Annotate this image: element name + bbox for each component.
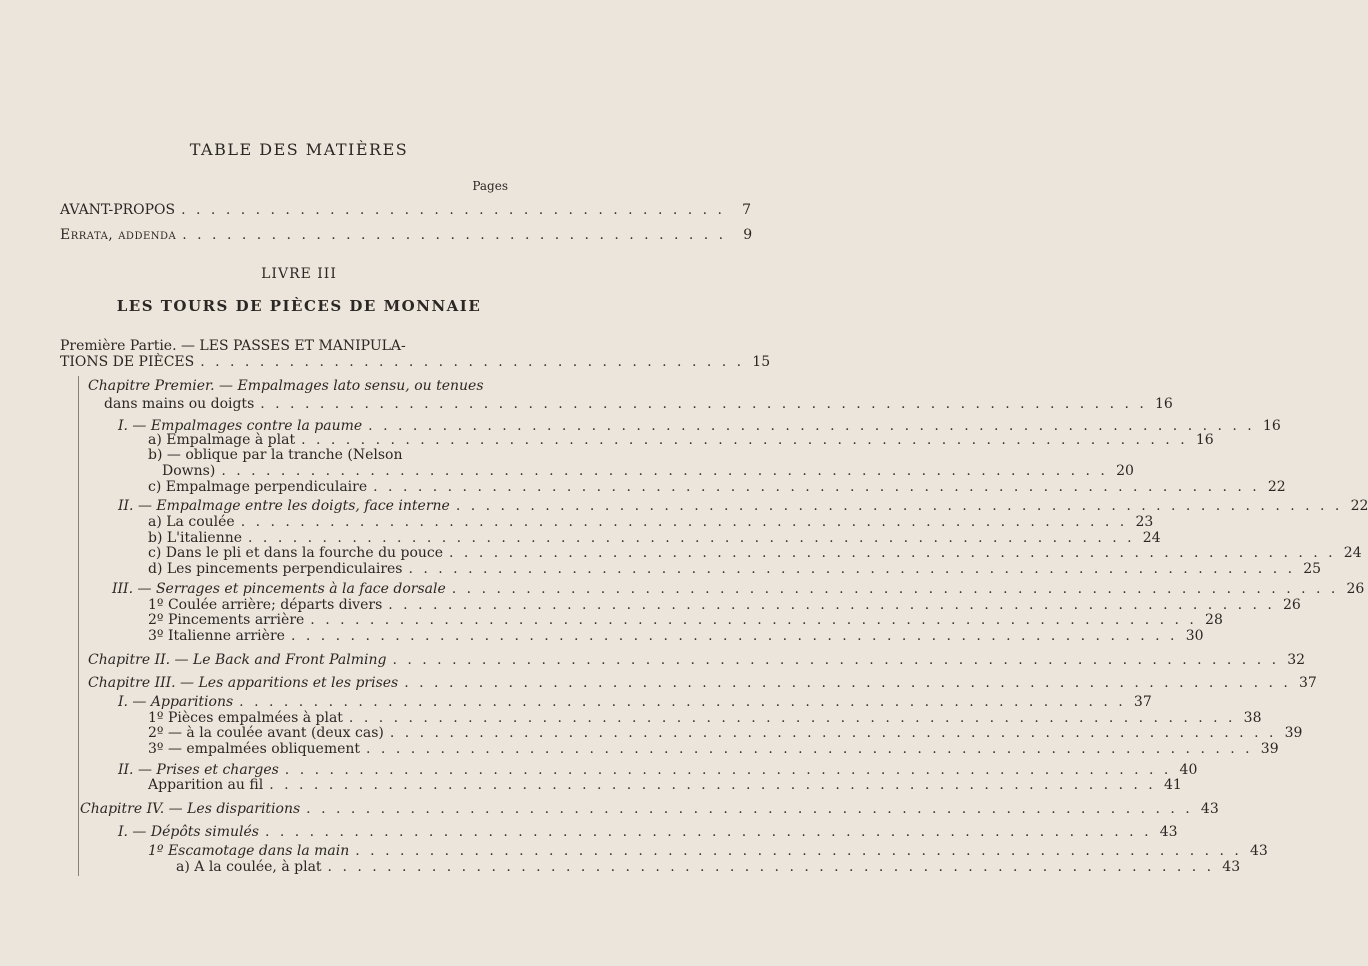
toc-entry-iii1-2[interactable] [148,612,1223,628]
entry-label: II. — Prises et charges [118,762,279,778]
leader-dots: . . . . . . . . . . . . . . . . . . . . . . . . . . . . . . . . . . . . . . . . . . . . . . . . . . . . . . . . . . . . [301,432,1188,448]
entry-label: b) — oblique par la tranche (Nelson [148,447,403,463]
entry-page: 40 [1179,762,1198,778]
entry-label: a) Empalmage à plat [148,432,296,448]
toc-entry-iii1-3[interactable] [148,628,1204,644]
entry-page: 26 [1346,581,1365,597]
entry-label: d) Les pincements perpendiculaires [148,561,403,577]
toc-entry-ch3-i1[interactable] [148,710,1262,726]
entry-page: 41 [1163,777,1182,793]
entry-label: 1º Coulée arrière; départs divers [148,597,383,613]
leader-dots: . . . . . . . . . . . . . . . . . . . . . . . . . . . . . . . . . . . . . . . . . . . . . . . . . . . . . . . . . . . . [449,545,1336,561]
toc-entry-ch3-i[interactable] [118,694,1152,710]
entry-page: 24 [1142,530,1161,546]
toc-entry-ch4-i1[interactable] [148,843,1268,859]
leader-dots: . . . . . . . . . . . . . . . . . . . . . . . . . . . . . . . . . . . . . . . . . . . . . . . . . . . . . . . . . . . . [269,777,1156,793]
livre-heading: LIVRE III [261,266,337,282]
leader-dots: . . . . . . . . . . . . . . . . . . . . . . . . . . . . . . . . . . . . . . . . . . . . . . . . . . . . . . . . . . . . [408,561,1296,577]
entry-label: c) Dans le pli et dans la fourche du pouce [148,545,444,561]
entry-page: 32 [1287,652,1306,668]
leader-dots: . . . . . . . . . . . . . . . . . . . . . . . . . . . . . . . . . . . . . . . . . . . . . . . . . . . . . . . . . . . . [455,498,1343,514]
vertical-rule [78,376,79,876]
leader-dots: . . . . . . . . . . . . . . . . . . . . . . . . . . . . . . . . . . . . . [200,354,745,370]
entry-label: 1º Pièces empalmées à plat [148,710,343,726]
entry-label: a) La coulée [148,514,235,530]
toc-entry-ch4[interactable] [80,801,1219,817]
toc-entry-part[interactable] [60,354,771,370]
entry-page: 43 [1250,843,1268,859]
entry-page: 16 [1262,418,1281,434]
toc-entry-avant-propos[interactable] [60,202,751,218]
entry-page: 30 [1185,628,1204,644]
entry-label: c) Empalmage perpendiculaire [148,479,368,495]
leader-dots: . . . . . . . . . . . . . . . . . . . . . . . . . . . . . . . . . . . . . [181,202,725,218]
leader-dots: . . . . . . . . . . . . . . . . . . . . . . . . . . . . . . . . . . . . . [182,227,727,243]
entry-page: 20 [1116,463,1134,479]
entry-label: AVANT-PROPOS [60,202,176,218]
leader-dots: . . . . . . . . . . . . . . . . . . . . . . . . . . . . . . . . . . . . . . . . . . . . . . . . . . . . . . . . . . . . [392,652,1280,668]
leader-dots: . . . . . . . . . . . . . . . . . . . . . . . . . . . . . . . . . . . . . . . . . . . . . . . . . . . . . . . . . . . . [239,694,1126,710]
toc-entry-ch4-i1a[interactable] [176,859,1241,875]
leader-dots: . . . . . . . . . . . . . . . . . . . . . . . . . . . . . . . . . . . . . . . . . . . . . . . . . . . . . . . . . . . . [404,675,1291,691]
entry-page: 22 [1267,479,1286,495]
entry-page: 37 [1133,694,1152,710]
entry-label: TIONS DE PIÈCES [60,354,195,370]
entry-page: 43 [1200,801,1219,817]
toc-entry-errata[interactable] [60,227,753,243]
entry-label: a) A la coulée, à plat [176,859,322,875]
entry-label: I. — Dépôts simulés [118,824,259,840]
leader-dots: . . . . . . . . . . . . . . . . . . . . . . . . . . . . . . . . . . . . . . . . . . . . . . . . . . . . . . . . . . . . [240,514,1128,530]
entry-page: 43 [1159,824,1178,840]
toc-entry-ch1-b[interactable] [104,396,1173,412]
entry-label: Chapitre III. — Les apparitions et les prises [88,675,399,691]
toc-entry-i1b2[interactable] [162,463,1134,479]
leader-dots: . . . . . . . . . . . . . . . . . . . . . . . . . . . . . . . . . . . . . . . . . . . . . . . . . . . . . . . . . . . . [366,741,1253,757]
entry-label: Downs) [162,463,216,479]
entry-label: II. — Empalmage entre les doigts, face interne [118,498,450,514]
toc-entry-ch3-ii1[interactable] [148,777,1182,793]
toc-entry-ch4-i[interactable] [118,824,1178,840]
toc-entry-ch1-a[interactable] [88,378,508,394]
leader-dots: . . . . . . . . . . . . . . . . . . . . . . . . . . . . . . . . . . . . . . . . . . . . . . . . . . . . . . . . . . . . [389,725,1277,741]
leader-dots: . . . . . . . . . . . . . . . . . . . . . . . . . . . . . . . . . . . . . . . . . . . . . . . . . . . . . . . . . . . . [221,463,1108,479]
leader-dots: . . . . . . . . . . . . . . . . . . . . . . . . . . . . . . . . . . . . . . . . . . . . . . . . . . . . . . . . . . . . [373,479,1260,495]
pages-column-label: Pages [472,179,508,193]
toc-entry-ii1[interactable] [118,498,1368,514]
leader-dots: . . . . . . . . . . . . . . . . . . . . . . . . . . . . . . . . . . . . . . . . . . . . . . . . . . . . . . . . . . . . [327,859,1215,875]
leader-dots: . . . . . . . . . . . . . . . . . . . . . . . . . . . . . . . . . . . . . . . . . . . . . . . . . . . . . . . . . . . . [451,581,1339,597]
leader-dots: . . . . . . . . . . . . . . . . . . . . . . . . . . . . . . . . . . . . . . . . . . . . . . . . . . . . . . . . . . . . [290,628,1178,644]
entry-label: 2º Pincements arrière [148,612,305,628]
entry-label: Chapitre II. — Le Back and Front Palming [88,652,387,668]
entry-page: 16 [1155,396,1173,412]
entry-page: 22 [1350,498,1368,514]
entry-label: Chapitre Premier. — Empalmages lato sensu, ou tenues [88,378,484,394]
entry-label: Apparition au fil [148,777,264,793]
toc-entry-ii1b[interactable] [148,530,1161,546]
leader-dots: . . . . . . . . . . . . . . . . . . . . . . . . . . . . . . . . . . . . . . . . . . . . . . . . . . . . . . . . . . . . [306,801,1193,817]
entry-page: 43 [1222,859,1241,875]
entry-label: 2º — à la coulée avant (deux cas) [148,725,384,741]
toc-entry-ch3-i3[interactable] [148,741,1279,757]
leader-dots: . . . . . . . . . . . . . . . . . . . . . . . . . . . . . . . . . . . . . . . . . . . . . . . . . . . . . . . . . . . . [248,530,1135,546]
toc-entry-iii1[interactable] [112,581,1365,597]
toc-entry-i1b1[interactable] [148,447,508,463]
entry-page: 25 [1303,561,1322,577]
leader-dots: . . . . . . . . . . . . . . . . . . . . . . . . . . . . . . . . . . . . . . . . . . . . . . . . . . . . . . . . . . . . [284,762,1172,778]
toc-entry-ii1a[interactable] [148,514,1154,530]
entry-label: b) L'italienne [148,530,243,546]
part-heading-line1: Première Partie. — LES PASSES ET MANIPULA- [60,338,406,354]
entry-page: 39 [1260,741,1279,757]
entry-label: 3º Italienne arrière [148,628,285,644]
toc-entry-ch3-ii[interactable] [118,762,1198,778]
livre-subtitle: LES TOURS DE PIÈCES DE MONNAIE [116,297,482,315]
leader-dots: . . . . . . . . . . . . . . . . . . . . . . . . . . . . . . . . . . . . . . . . . . . . . . . . . . . . . . . . . . . . [260,396,1147,412]
toc-entry-ch3[interactable] [88,675,1317,691]
entry-label: Chapitre IV. — Les disparitions [80,801,301,817]
leader-dots: . . . . . . . . . . . . . . . . . . . . . . . . . . . . . . . . . . . . . . . . . . . . . . . . . . . . . . . . . . . . [310,612,1197,628]
entry-page: 7 [742,202,751,218]
entry-label: 1º Escamotage dans la main [148,843,350,859]
toc-entry-ch2[interactable] [88,652,1306,668]
leader-dots: . . . . . . . . . . . . . . . . . . . . . . . . . . . . . . . . . . . . . . . . . . . . . . . . . . . . . . . . . . . . [264,824,1152,840]
toc-entry-i1c[interactable] [148,479,1286,495]
entry-label: I. — Apparitions [118,694,234,710]
entry-page: 28 [1205,612,1223,628]
toc-entry-i1a[interactable] [148,432,1214,448]
entry-page: 15 [752,354,771,370]
leader-dots: . . . . . . . . . . . . . . . . . . . . . . . . . . . . . . . . . . . . . . . . . . . . . . . . . . . . . . . . . . . . [348,710,1236,726]
entry-page: 9 [743,227,753,243]
entry-page: 39 [1284,725,1303,741]
page-title: TABLE DES MATIÈRES [189,140,409,159]
leader-dots: . . . . . . . . . . . . . . . . . . . . . . . . . . . . . . . . . . . . . . . . . . . . . . . . . . . . . . . . . . . . [355,843,1242,859]
entry-page: 37 [1299,675,1317,691]
entry-label: III. — Serrages et pincements à la face dorsale [112,581,446,597]
entry-label: 3º — empalmées obliquement [148,741,361,757]
leader-dots: . . . . . . . . . . . . . . . . . . . . . . . . . . . . . . . . . . . . . . . . . . . . . . . . . . . . . . . . . . . . [388,597,1275,613]
entry-page: 24 [1343,545,1362,561]
entry-label: dans mains ou doigts [104,396,255,412]
toc-entry-ii1d[interactable] [148,561,1322,577]
entry-page: 26 [1283,597,1301,613]
leader-dots: . . . . . . . . . . . . . . . . . . . . . . . . . . . . . . . . . . . . . . . . . . . . . . . . . . . . . . . . . . . . [368,418,1255,434]
entry-label: Errata, addenda [60,227,177,243]
toc-entry-ch3-i2[interactable] [148,725,1303,741]
toc-entry-ii1c[interactable] [148,545,1362,561]
entry-page: 23 [1135,514,1154,530]
entry-page: 38 [1243,710,1262,726]
entry-page: 16 [1195,432,1214,448]
toc-entry-iii1-1[interactable] [148,597,1301,613]
entry-label: I. — Empalmages contre la paume [118,418,363,434]
